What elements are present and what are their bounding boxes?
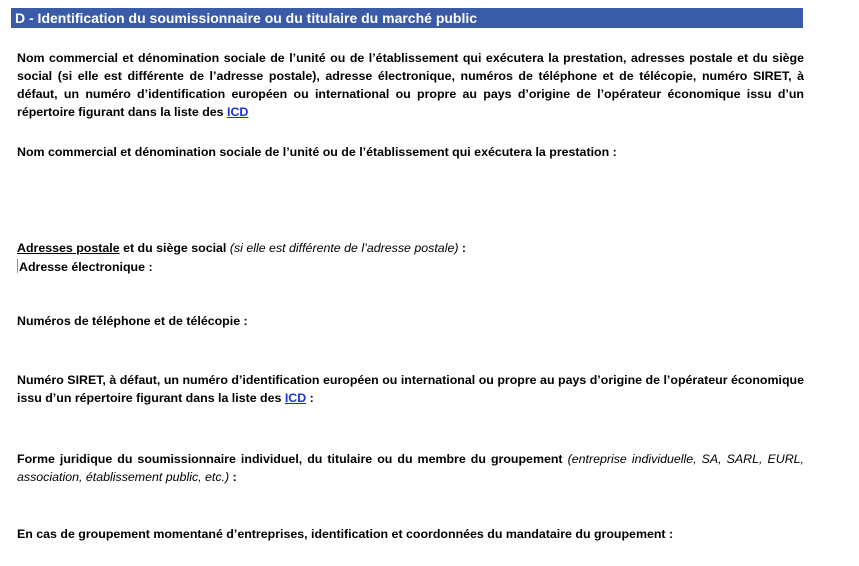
icd-link-siret[interactable]: ICD bbox=[284, 391, 307, 405]
adresses-note: (si elle est différente de l’adresse postale) bbox=[229, 241, 459, 255]
adresses-colon: : bbox=[458, 241, 467, 255]
nom-commercial-text: Nom commercial et dénomination sociale de l’unité ou de l’établissement qui exécutera la prestation : bbox=[17, 145, 617, 159]
adresses-label bbox=[17, 239, 804, 257]
intro-text: Nom commercial et dénomination sociale de l’unité ou de l’établissement qui exécutera la prestation, adresses postale et du siège social (si elle est différente de l’adresse postale), adresse électronique, numéros de téléphone et de télécopie, numéro SIRET, à défaut, un numéro d’identification européen ou international ou propre au pays d’origine de l’opérateur économique issu d’un répertoire figurant dans la liste des bbox=[17, 51, 804, 119]
telephone-text: Numéros de téléphone et de télécopie : bbox=[17, 314, 248, 328]
siret-colon: : bbox=[306, 391, 314, 405]
groupement-text: En cas de groupement momentané d’entreprises, identification et coordonnées du mandataire du groupement : bbox=[17, 527, 674, 541]
forme-juridique-label bbox=[17, 450, 804, 486]
icd-link[interactable]: ICD bbox=[227, 105, 249, 119]
forme-juridique-text: Forme juridique du soumissionnaire individuel, du titulaire ou du membre du groupement bbox=[17, 452, 568, 466]
section-title: D - Identification du soumissionnaire ou du titulaire du marché public bbox=[15, 10, 478, 26]
section-header bbox=[11, 8, 803, 28]
intro-paragraph bbox=[17, 49, 804, 121]
forme-juridique-colon: : bbox=[229, 470, 237, 484]
siret-text: Numéro SIRET, à défaut, un numéro d’identification européen ou international ou propre au pays d’origine de l’opérateur économique issu d’un répertoire figurant dans la liste des bbox=[17, 373, 804, 405]
siret-label bbox=[17, 371, 804, 407]
adresse-electronique-text: Adresse électronique : bbox=[19, 260, 153, 274]
groupement-label bbox=[17, 525, 804, 543]
adresses-rest-text: et du siège social bbox=[119, 241, 230, 255]
text-cursor bbox=[17, 259, 18, 273]
telephone-label bbox=[17, 312, 804, 330]
nom-commercial-label bbox=[17, 143, 804, 161]
adresses-underlined-text: Adresses postale bbox=[17, 241, 120, 255]
forme-juridique-note: (entreprise individuelle, SA, SARL, EURL, association, établissement public, etc.) bbox=[17, 452, 804, 484]
adresse-electronique-label[interactable] bbox=[17, 258, 804, 276]
